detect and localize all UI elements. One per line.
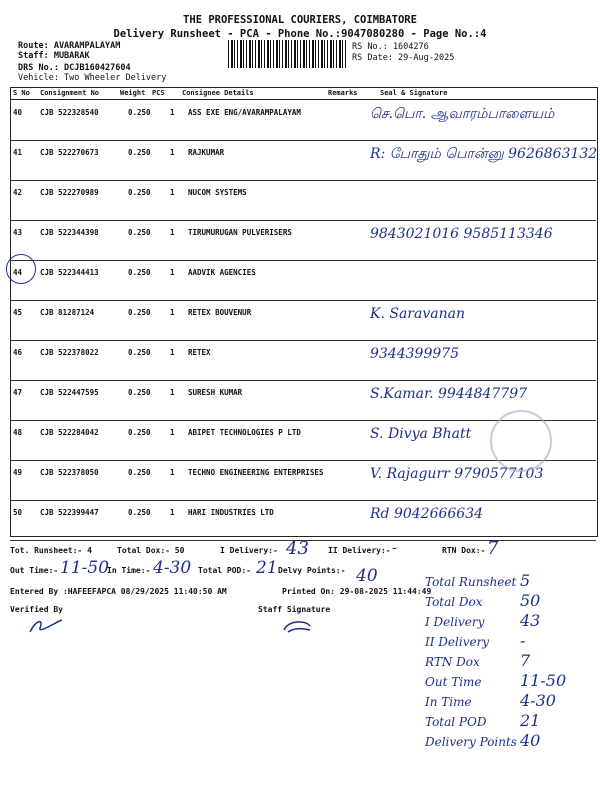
row-weight: 0.250 [128, 108, 151, 117]
row-consignee: RAJKUMAR [188, 148, 225, 157]
row-consignee: TECHNO ENGINEERING ENTERPRISES [188, 468, 324, 477]
row-pcs: 1 [170, 468, 175, 477]
row-consignment-no: CJB 81287124 [40, 308, 95, 317]
rtn-dox-value: 7 [487, 538, 499, 559]
delvy-points-value: 40 [356, 566, 378, 586]
row-weight: 0.250 [128, 508, 151, 517]
row-pcs: 1 [170, 188, 175, 197]
table-row [10, 140, 596, 181]
row-consignment-no: CJB 522344413 [40, 268, 99, 277]
row-weight: 0.250 [128, 388, 151, 397]
table-row [10, 100, 596, 141]
handnote-value: - [520, 631, 526, 650]
row-pcs: 1 [170, 508, 175, 517]
total-pod-value: 21 [256, 558, 278, 578]
col-header-consignment: Consignment No [40, 89, 100, 97]
row-sno: 42 [13, 188, 23, 197]
row-consignment-no: CJB 522270989 [40, 188, 99, 197]
runsheet-subtitle: Delivery Runsheet - PCA - Phone No.:9047080280 - Page No.:4 [113, 28, 487, 40]
rtn-dox-label: RTN Dox:- [442, 546, 486, 555]
table-row [10, 340, 596, 381]
row-sno: 47 [13, 388, 23, 397]
row-consignment-no: CJB 522378050 [40, 468, 99, 477]
row-consignee: HARI INDUSTRIES LTD [188, 508, 274, 517]
handnote-value: 43 [520, 611, 541, 630]
row-weight: 0.250 [128, 268, 151, 277]
handnote-value: 21 [520, 711, 541, 730]
row-pcs: 1 [170, 268, 175, 277]
row-pcs: 1 [170, 308, 175, 317]
handnote-value: 5 [520, 571, 531, 590]
handnote-value: 40 [520, 731, 541, 750]
row-signature: S.Kamar. 9944847797 [370, 386, 528, 402]
row-consignee: ASS EXE ENG/AVARAMPALAYAM [188, 108, 301, 117]
verified-by-label: Verified By [10, 605, 63, 614]
row-signature: S. Divya Bhatt [370, 426, 472, 442]
row-consignee: ABIPET TECHNOLOGIES P LTD [188, 428, 301, 437]
row-pcs: 1 [170, 108, 175, 117]
row-sno: 40 [13, 108, 23, 117]
handnote-label: Delivery Points [425, 735, 517, 749]
row-signature: K. Saravanan [370, 306, 465, 322]
entered-by: Entered By :HAFEEFAPCA 08/29/2025 11:40:50 AM [10, 587, 227, 596]
row-consignment-no: CJB 522344398 [40, 228, 99, 237]
row-pcs: 1 [170, 148, 175, 157]
handnote-label: Out Time [425, 675, 482, 689]
verified-signature-icon [26, 614, 66, 638]
row-weight: 0.250 [128, 308, 151, 317]
row-sno: 46 [13, 348, 23, 357]
row-pcs: 1 [170, 348, 175, 357]
table-row [10, 300, 596, 341]
table-row [10, 180, 596, 221]
out-time-value: 11-50 [60, 558, 110, 578]
col-header-signature: Seal & Signature [380, 89, 448, 97]
total-dox: Total Dox:- 50 [117, 546, 185, 555]
ii-delivery-value: - [392, 540, 397, 556]
row-pcs: 1 [170, 428, 175, 437]
delvy-points-label: Delvy Points:- [278, 566, 346, 575]
row-consignee: RETEX [188, 348, 211, 357]
handnote-label: Total POD [425, 715, 487, 729]
in-time-value: 4-30 [153, 558, 192, 578]
row-consignment-no: CJB 522284042 [40, 428, 99, 437]
rs-date: RS Date: 29-Aug-2025 [352, 53, 455, 63]
row-sno: 43 [13, 228, 23, 237]
row-sno: 44 [13, 268, 23, 277]
row-weight: 0.250 [128, 228, 151, 237]
ii-delivery-label: II Delivery:- [328, 546, 391, 555]
row-consignment-no: CJB 522378022 [40, 348, 99, 357]
row-signature: 9344399975 [370, 346, 460, 362]
row-consignee: SURESH KUMAR [188, 388, 243, 397]
row-consignee: RETEX BOUVENUR [188, 308, 252, 317]
staff-signature-label: Staff Signature [258, 605, 331, 614]
handnote-label: RTN Dox [425, 655, 480, 669]
rs-number: RS No.: 1604276 [352, 42, 429, 52]
table-row [10, 220, 596, 261]
out-time-label: Out Time:- [10, 566, 59, 575]
total-pod-label: Total POD:- [198, 566, 251, 575]
row-consignee: AADVIK AGENCIES [188, 268, 256, 277]
table-row [10, 500, 596, 541]
row-consignment-no: CJB 522270673 [40, 148, 99, 157]
handnote-label: Total Dox [425, 595, 483, 609]
row-weight: 0.250 [128, 348, 151, 357]
row-sno: 49 [13, 468, 23, 477]
col-header-weight: Weight [120, 89, 146, 97]
vehicle-label: Vehicle: Two Wheeler Delivery [18, 73, 167, 83]
in-time-label: In Time:- [107, 566, 151, 575]
company-title: THE PROFESSIONAL COURIERS, COIMBATORE [183, 14, 417, 26]
row-consignment-no: CJB 522328540 [40, 108, 99, 117]
handnote-value: 7 [520, 651, 531, 670]
table-row [10, 260, 596, 301]
col-header-remarks: Remarks [328, 89, 358, 97]
row-consignment-no: CJB 522447595 [40, 388, 99, 397]
row-signature: Rd 9042666634 [370, 506, 484, 522]
col-header-consignee: Consignee Details [182, 89, 254, 97]
barcode [228, 40, 348, 68]
row-signature: 9843021016 9585113346 [370, 226, 553, 242]
row-44-circle-mark [6, 254, 36, 284]
drs-label: DRS No.: DCJB160427604 [18, 63, 131, 73]
row-sno: 45 [13, 308, 23, 317]
row-pcs: 1 [170, 388, 175, 397]
row-pcs: 1 [170, 228, 175, 237]
row-weight: 0.250 [128, 468, 151, 477]
row-signature: செ.பொ. ஆவாரம்பாளையம் [370, 106, 555, 122]
i-delivery-value: 43 [286, 538, 309, 559]
i-delivery-label: I Delivery:- [220, 546, 278, 555]
row-weight: 0.250 [128, 428, 151, 437]
handnote-value: 11-50 [520, 671, 567, 690]
printed-on: Printed On: 29-08-2025 11:44:49 [282, 587, 432, 596]
row-signature: V. Rajagurr 9790577103 [370, 466, 544, 482]
seal-stamp-icon [490, 410, 552, 472]
row-consignment-no: CJB 522399447 [40, 508, 99, 517]
handnote-label: In Time [425, 695, 472, 709]
col-header-sno: S No [13, 89, 30, 97]
staff-signature-icon [280, 618, 320, 638]
total-runsheet: Tot. Runsheet:- 4 [10, 546, 92, 555]
row-weight: 0.250 [128, 188, 151, 197]
handnote-label: I Delivery [425, 615, 485, 629]
row-sno: 41 [13, 148, 23, 157]
handnote-label: Total Runsheet [425, 575, 517, 589]
row-sno: 48 [13, 428, 23, 437]
row-consignee: TIRUMURUGAN PULVERISERS [188, 228, 292, 237]
row-sno: 50 [13, 508, 23, 517]
row-consignee: NUCOM SYSTEMS [188, 188, 247, 197]
handnote-label: II Delivery [425, 635, 490, 649]
row-signature: R: போதும் பொன்னு 9626863132 [370, 146, 598, 162]
col-header-pcs: PCS [152, 89, 165, 97]
staff-label: Staff: MUBARAK [18, 51, 90, 61]
row-weight: 0.250 [128, 148, 151, 157]
route-label: Route: AVARAMPALAYAM [18, 41, 121, 51]
handnote-value: 50 [520, 591, 541, 610]
handnote-value: 4-30 [520, 691, 556, 710]
